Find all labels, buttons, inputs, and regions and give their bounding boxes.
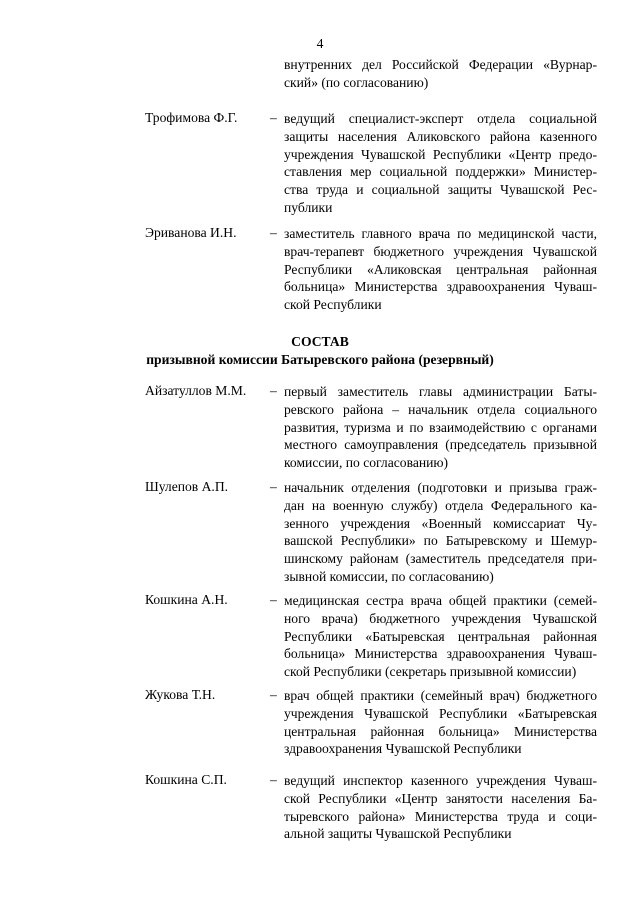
description-line: ного врача) бюджетного учреждения Чувашской [284,610,597,626]
entry-dash: – [270,383,277,398]
entry-description [284,687,597,758]
entry-name: Кошкина С.П. [145,772,227,787]
description-line: развития, туризма и по взаимодействию с органами [284,419,597,435]
description-line: дан на военную службу) отдела Федерального ка- [284,497,597,513]
description-line: учреждения Чувашской Республики «Центр предо- [284,146,597,162]
entry-description [284,479,597,586]
entry-dash: – [270,592,277,607]
entry-name: Кошкина А.Н. [145,592,228,607]
description-line: защиты населения Аликовского района казенного [284,128,597,144]
entry-description [284,772,597,843]
description-line: комиссии, по согласованию) [284,455,449,471]
description-line: ревского района – начальник отдела социального [284,401,597,417]
description-line: зывной комиссии, по согласованию) [284,568,494,584]
description-line: Республики «Батыревская центральная районная [284,628,597,644]
description-line: ской Республики «Центр занятости населения Ба- [284,790,597,806]
description-line: публики [284,199,333,215]
description-line: ства труда и социальной защиты Чувашской Рес- [284,182,597,198]
entry-name: Трофимова Ф.Г. [145,110,238,125]
description-line: начальник отделения (подготовки и призыва граж- [284,480,597,495]
description-line: учреждения Чувашской Республики «Батыревская [284,705,597,721]
entry-name: Айзатуллов М.М. [145,383,247,398]
description-line: вашской Республики» по Батыревскому и Шемур- [284,533,597,549]
description-line: центральная районная больница» Министерства [284,723,597,739]
entry-dash: – [270,225,277,240]
entry-dash: – [270,687,277,702]
description-line: шинскому районам (заместитель председателя при- [284,551,597,567]
description-line: больница» Министерства здравоохранения Чуваш- [284,279,597,295]
section-subtitle: призывной комиссии Батыревского района (резервный) [146,352,494,367]
description-line: здравоохранения Чувашской Республики [284,741,522,757]
entry-description [284,225,597,314]
entry-dash: – [270,772,277,787]
entry-description [284,110,597,217]
section-title: СОСТАВ [291,334,349,349]
description-line: внутренних дел Российской Федерации «Вурнар- [284,57,597,72]
description-line: врач общей практики (семейный врач) бюджетного [284,688,597,703]
entry-description [284,592,597,681]
description-line: ской Республики (секретарь призывной комиссии) [284,664,577,680]
description-line: зенного учреждения «Военный комиссариат Чу- [284,515,597,531]
description-line: ведущий инспектор казенного учреждения Чуваш- [284,773,597,788]
description-line: ской Республики [284,297,382,313]
description-line: ставления мер социальной поддержки» Министер- [284,164,597,180]
entry-name: Эриванова И.Н. [145,225,237,240]
description-line: первый заместитель главы администрации Баты- [284,384,597,399]
description-line: больница» Министерства здравоохранения Чуваш- [284,646,597,662]
entry-description [284,56,597,92]
description-line: местного самоуправления (председатель призывной [284,437,597,453]
description-line: альной защиты Чувашской Республики [284,826,512,842]
description-line: врач-терапевт бюджетного учреждения Чувашской [284,243,597,259]
entry-dash: – [270,110,277,125]
entry-dash: – [270,479,277,494]
description-line: заместитель главного врача по медицинской части, [284,226,597,241]
description-line: медицинская сестра врача общей практики (семей- [284,593,597,608]
description-line: тыревского района» Министерства труда и соци- [284,808,597,824]
description-line: ский» (по согласованию) [284,74,429,90]
description-line: ведущий специалист-эксперт отдела социальной [284,111,597,126]
entry-description [284,383,597,472]
entry-name: Шулепов А.П. [145,479,229,494]
entry-name: Жукова Т.Н. [145,687,216,702]
page-number: 4 [316,36,324,51]
description-line: Республики «Аликовская центральная районная [284,261,597,277]
